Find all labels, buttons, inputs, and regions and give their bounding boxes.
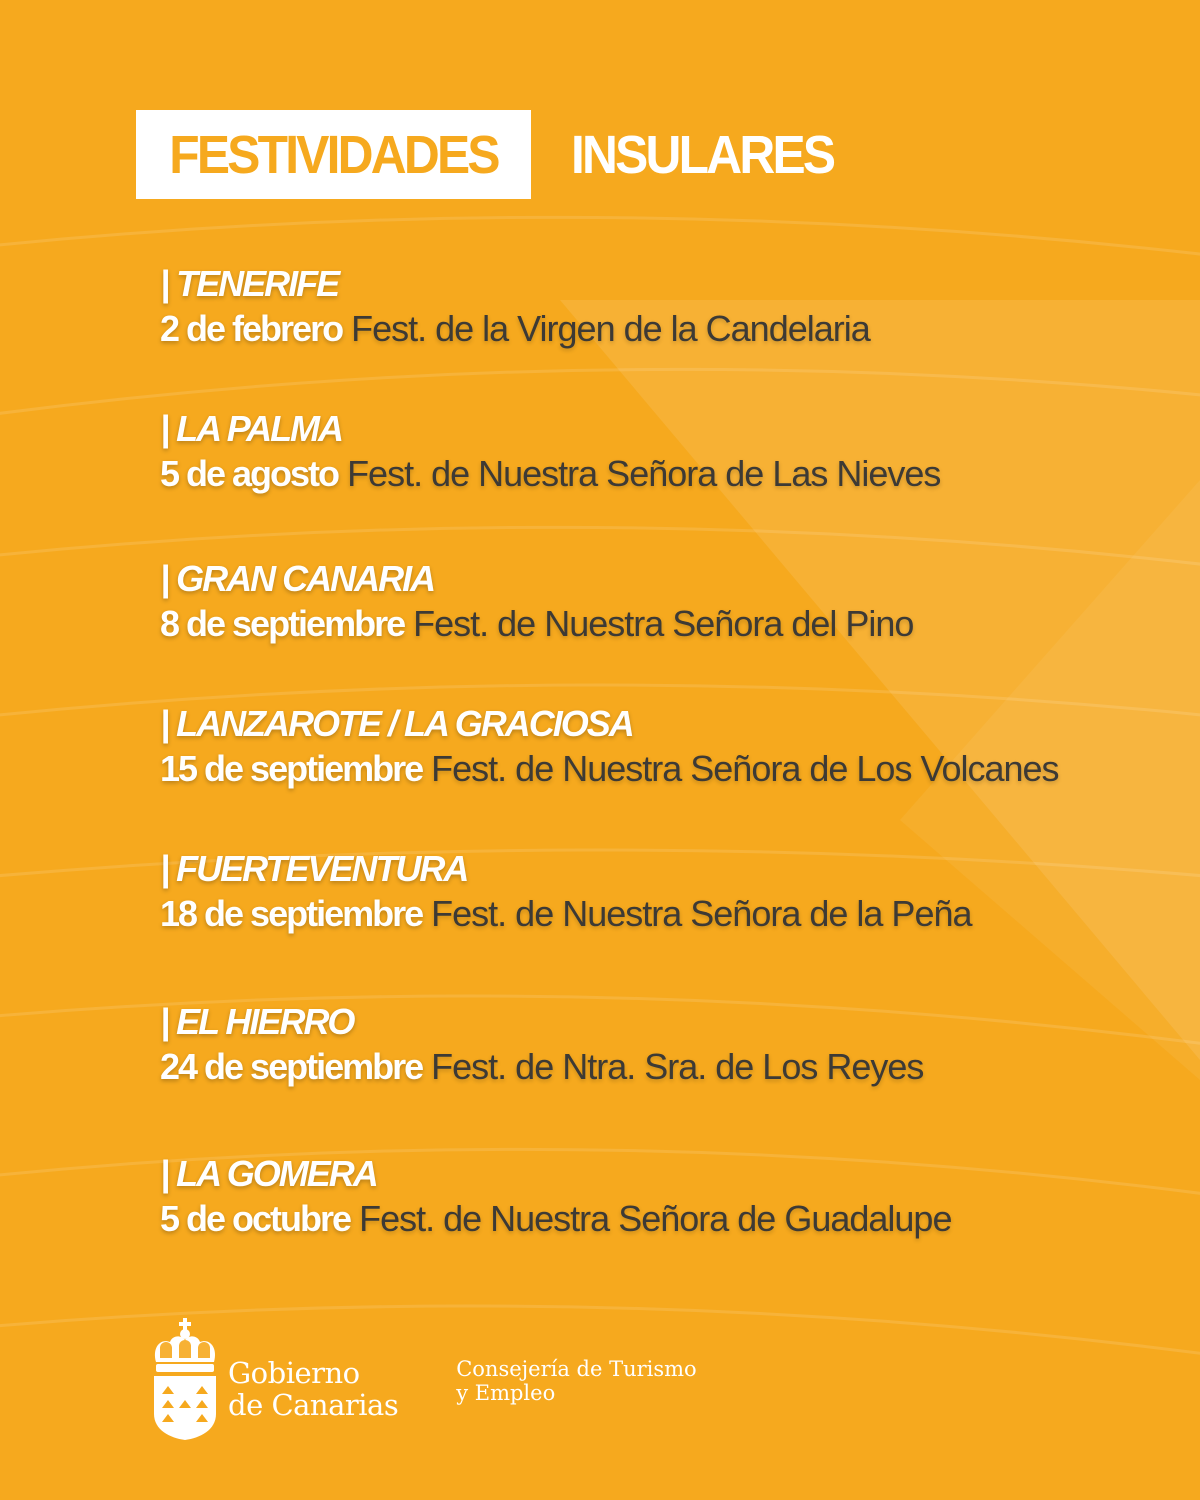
festivity-name: Fest. de Nuestra Señora del Pino (413, 603, 914, 644)
festivity-date: 5 de octubre (160, 1198, 351, 1239)
coat-of-arms-icon (150, 1318, 220, 1440)
festivity-name: Fest. de Nuestra Señora de Los Volcanes (431, 748, 1059, 789)
list-item (160, 1152, 1059, 1297)
title-highlight: FESTIVIDADES (169, 124, 498, 185)
title-rest: INSULARES (571, 124, 834, 185)
island-name: | TENERIFE (160, 263, 339, 304)
festivity-name: Fest. de Nuestra Señora de Guadalupe (359, 1198, 952, 1239)
festivity-date: 8 de septiembre (160, 603, 405, 644)
festivity-name: Fest. de Nuestra Señora de Las Nieves (347, 453, 941, 494)
department-name (456, 1357, 697, 1405)
government-name (228, 1357, 398, 1421)
list-item (160, 557, 1059, 702)
government-name-line2: de Canarias (228, 1388, 399, 1422)
island-name: | LANZAROTE / LA GRACIOSA (160, 703, 633, 744)
festivities-list (160, 262, 1059, 1297)
government-name-line1: Gobierno (228, 1356, 360, 1390)
list-item (160, 702, 1059, 847)
page-title (136, 110, 856, 199)
list-item (160, 262, 1059, 407)
festivity-date: 24 de septiembre (160, 1046, 423, 1087)
island-name: | LA PALMA (160, 408, 343, 449)
festivity-date: 5 de agosto (160, 453, 339, 494)
festivity-name: Fest. de Ntra. Sra. de Los Reyes (431, 1046, 924, 1087)
list-item (160, 1000, 1059, 1152)
department-name-line2: y Empleo (456, 1381, 556, 1405)
island-name: | GRAN CANARIA (160, 558, 435, 599)
footer (150, 1318, 697, 1440)
island-name: | LA GOMERA (160, 1153, 377, 1194)
title-highlight-box (136, 110, 531, 199)
festivity-name: Fest. de la Virgen de la Candelaria (351, 308, 870, 349)
island-name: | EL HIERRO (160, 1001, 354, 1042)
list-item (160, 407, 1059, 557)
festivity-date: 18 de septiembre (160, 893, 423, 934)
department-name-line1: Consejería de Turismo (456, 1357, 697, 1381)
island-name: | FUERTEVENTURA (160, 848, 468, 889)
festivity-name: Fest. de Nuestra Señora de la Peña (431, 893, 972, 934)
festivity-date: 2 de febrero (160, 308, 343, 349)
list-item (160, 847, 1059, 1000)
festivity-date: 15 de septiembre (160, 748, 423, 789)
